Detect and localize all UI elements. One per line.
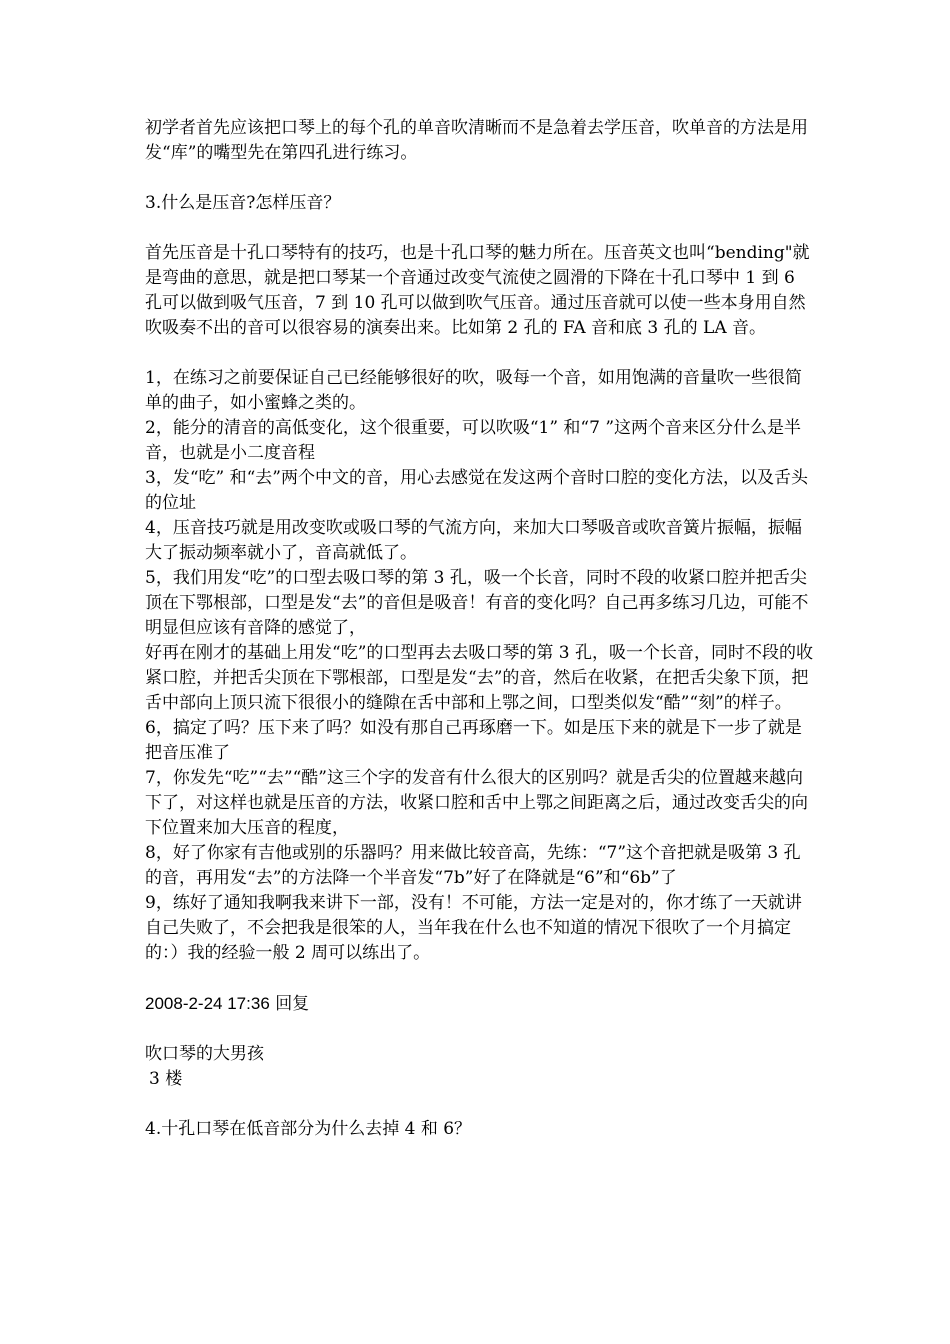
document-page (145, 116, 815, 1142)
step-item: 1，在练习之前要保证自己已经能够很好的吹，吸每一个音，如用饱满的音量吹一些很简单的曲子，如小蜜蜂之类的。 (145, 368, 802, 413)
step-item: 5，我们用发“吃”的口型去吸口琴的第 3 孔，吸一个长音，同时不段的收紧口腔并把舌尖顶在下鄂根部，口型是发“去”的音但是吸音！有音的变化吗？自己再多练习几边，可能不明显但应该有音降的感觉了， (145, 568, 809, 638)
section-4-heading: 4.十孔口琴在低音部分为什么去掉 4 和 6？ (145, 1119, 472, 1139)
reply-link[interactable]: 回复 (275, 994, 310, 1014)
step-item: 8，好了你家有吉他或别的乐器吗？用来做比较音高，先练：“7”这个音把就是吸第 3 孔的音，再用发“去”的方法降一个半音发“7b”好了在降就是“6”和“6b”了 (145, 843, 801, 888)
reply-timestamp: 2008-2-24 17:36 (145, 994, 270, 1013)
section-3-heading: 3.什么是压音?怎样压音？ (145, 193, 341, 213)
step-item: 6，搞定了吗？压下来了吗？如没有那自己再琢磨一下。如是压下来的就是下一步了就是把音压准了 (145, 718, 802, 763)
step-item: 9，练好了通知我啊我来讲下一部，没有！不可能，方法一定是对的，你才练了一天就讲自己失败了，不会把我是很笨的人，当年我在什么也不知道的情况下很吹了一个月搞定的：）我的经验一般 2 周可以练出了。 (145, 893, 802, 963)
reply-meta (145, 991, 815, 1017)
reply-author: 吹口琴的大男孩 (145, 1044, 264, 1064)
reply-floor: 3 楼 (149, 1069, 183, 1089)
intro-paragraph: 初学者首先应该把口琴上的每个孔的单音吹清晰而不是急着去学压音，吹单音的方法是用发“库”的嘴型先在第四孔进行练习。 (145, 118, 808, 163)
step-item: 3，发“吃” 和“去”两个中文的音，用心去感觉在发这两个音时口腔的变化方法，以及舌头的位址 (145, 468, 808, 513)
step-item: 7，你发先“吃”“去”“酷”这三个字的发音有什么很大的区别吗？就是舌尖的位置越来越向下了，对这样也就是压音的方法，收紧口腔和舌中上鄂之间距离之后，通过改变舌尖的向下位置来加大压音的程度， (145, 768, 808, 838)
step-item: 好再在刚才的基础上用发“吃”的口型再去去吸口琴的第 3 孔，吸一个长音，同时不段的收紧口腔，并把舌尖顶在下鄂根部，口型是发“去”的音，然后在收紧，在把舌尖象下顶，把舌中部向上顶只流下很很小的缝隙在舌中部和上鄂之间，口型类似发“酷”“刻”的样子。 (145, 643, 814, 713)
step-item: 2，能分的清音的高低变化，这个很重要，可以吹吸“1” 和“7 ”这两个音来区分什么是半音，也就是小二度音程 (145, 418, 802, 463)
section-3-intro: 首先压音是十孔口琴特有的技巧，也是十孔口琴的魅力所在。压音英文也叫“bending"就是弯曲的意思，就是把口琴某一个音通过改变气流使之圆滑的下降在十孔口琴中 1 到 6 孔可以做到吸气压音，7 到 10 孔可以做到吹气压音。通过压音就可以使一些本身用自然吹吸奏不出的音可以很容易的演奏出来。比如第 2 孔的 FA 音和底 3 孔的 LA 音。 (145, 243, 810, 338)
step-item: 4，压音技巧就是用改变吹或吸口琴的气流方向，来加大口琴吸音或吹音簧片振幅，振幅大了振动频率就小了，音高就低了。 (145, 518, 802, 563)
bending-steps-list (145, 366, 815, 966)
